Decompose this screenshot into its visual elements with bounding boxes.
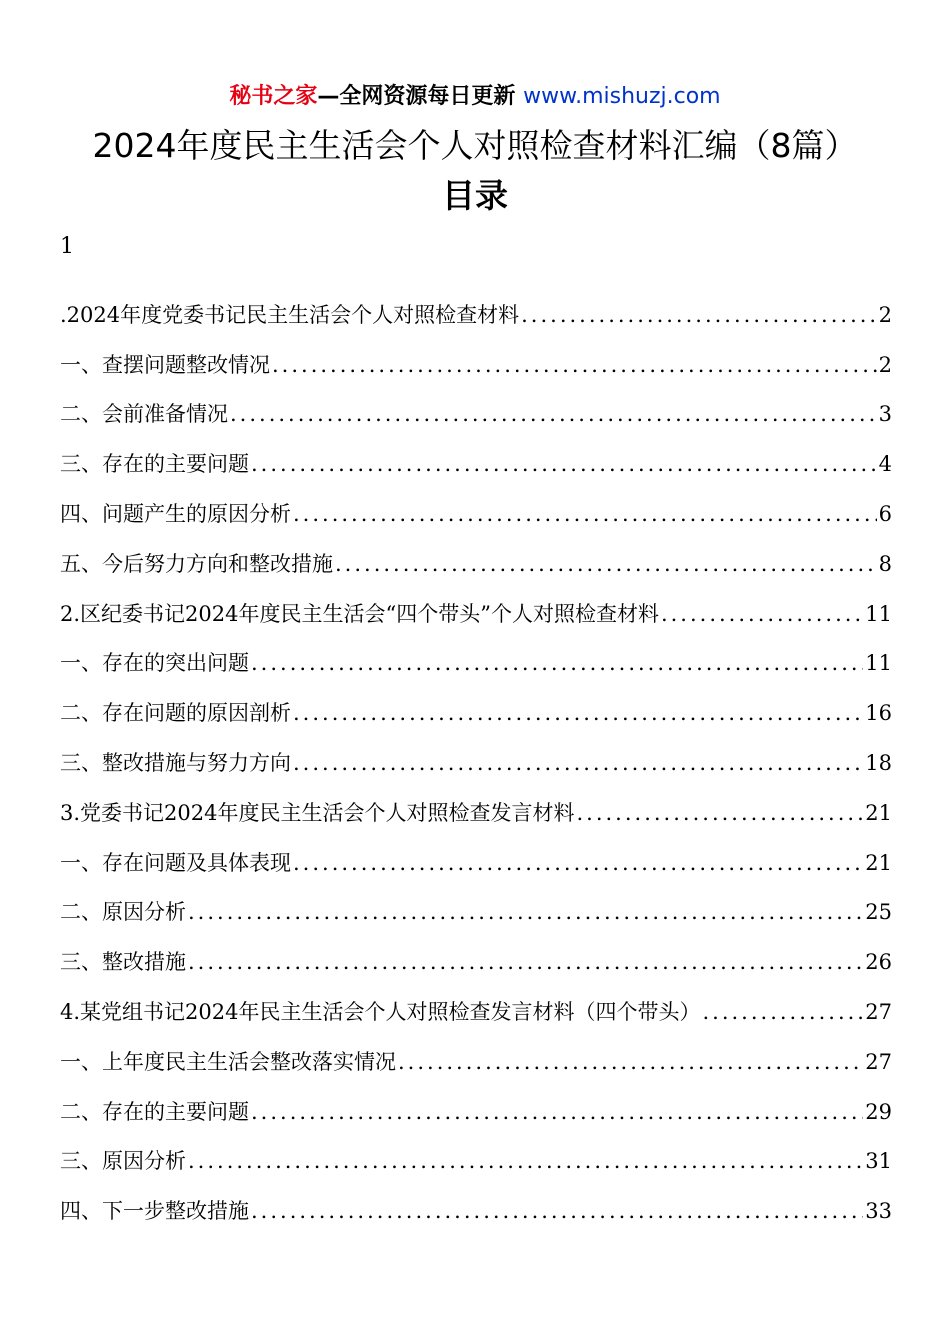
toc-entry-text: 三、原因分析 <box>60 1149 186 1174</box>
toc-entry[interactable] <box>60 1027 892 1077</box>
toc-entry-text: 二、会前准备情况 <box>60 402 228 427</box>
toc-entry-page: 33 <box>865 1199 892 1224</box>
toc-entry-page: 27 <box>865 999 892 1024</box>
brand-name: 秘书之家 <box>229 84 318 109</box>
document-title: 2024年度民主生活会个人对照检查材料汇编（8篇） <box>92 126 858 165</box>
toc-entry[interactable] <box>60 1176 892 1226</box>
toc-entry[interactable] <box>60 429 892 479</box>
toc-entry-page: 29 <box>865 1099 892 1124</box>
toc-entry-text: 一、上年度民主生活会整改落实情况 <box>60 1049 396 1074</box>
toc-dot-leader <box>251 648 863 678</box>
toc-entry-text: 4.某党组书记2024年民主生活会个人对照检查发言材料（四个带头） <box>60 999 701 1024</box>
toc-entry-text: 一、存在问题及具体表现 <box>60 850 291 875</box>
toc-dot-leader <box>293 748 863 778</box>
toc-entry-text: 四、下一步整改措施 <box>60 1199 249 1224</box>
toc-dot-leader <box>293 848 863 878</box>
toc-entry-text: 2.区纪委书记2024年度民主生活会“四个带头”个人对照检查材料 <box>60 601 659 626</box>
toc-entry-text: .2024年度党委书记民主生活会个人对照检查材料 <box>60 302 520 327</box>
toc-entry-page: 31 <box>865 1149 892 1174</box>
toc-entry-text: 一、查摆问题整改情况 <box>60 352 270 377</box>
toc-dot-leader <box>272 350 877 380</box>
banner-tagline: —全网资源每日更新 <box>317 84 516 109</box>
toc-entry[interactable] <box>60 380 892 430</box>
toc-dot-leader <box>188 947 863 977</box>
toc-entry-page: 3 <box>878 402 892 427</box>
toc-entry[interactable] <box>60 1077 892 1127</box>
toc-entry-page: 11 <box>865 601 892 626</box>
toc-entry[interactable] <box>60 977 892 1027</box>
site-url[interactable]: www.mishuzj.com <box>523 84 721 109</box>
toc-dot-leader <box>251 1196 863 1226</box>
toc-entry-page: 6 <box>878 501 892 526</box>
toc-entry[interactable] <box>60 629 892 679</box>
toc-dot-leader <box>293 499 877 529</box>
toc-entry[interactable] <box>60 579 892 629</box>
toc-entry-page: 21 <box>865 800 892 825</box>
toc-dot-leader <box>251 1097 863 1127</box>
toc-entry[interactable] <box>60 330 892 380</box>
toc-entry-page: 26 <box>865 950 892 975</box>
toc-entry[interactable] <box>60 927 892 977</box>
toc-entry-text: 二、原因分析 <box>60 900 186 925</box>
toc-dot-leader <box>188 897 863 927</box>
toc-entry-page: 2 <box>878 352 892 377</box>
toc-number: 1 <box>60 234 74 259</box>
toc-entry[interactable] <box>60 479 892 529</box>
toc-dot-leader <box>230 399 877 429</box>
toc-dot-leader <box>293 698 863 728</box>
site-banner <box>0 82 950 112</box>
toc-entry-text: 3.党委书记2024年度民主生活会个人对照检查发言材料 <box>60 800 575 825</box>
toc-entry[interactable] <box>60 828 892 878</box>
toc-entry-text: 三、存在的主要问题 <box>60 452 249 477</box>
toc-entry-text: 三、整改措施 <box>60 950 186 975</box>
toc-entry-text: 二、存在问题的原因剖析 <box>60 701 291 726</box>
toc-entry-page: 16 <box>865 701 892 726</box>
toc-entry-page: 2 <box>878 302 892 327</box>
toc-heading: 目录 <box>442 176 508 215</box>
toc-entry[interactable] <box>60 728 892 778</box>
toc-entry-page: 18 <box>865 750 892 775</box>
toc-entry[interactable] <box>60 878 892 928</box>
toc-entry[interactable] <box>60 529 892 579</box>
toc-entry-page: 11 <box>865 651 892 676</box>
toc-dot-leader <box>398 1047 863 1077</box>
toc-dot-leader <box>576 798 863 828</box>
toc-entry-text: 三、整改措施与努力方向 <box>60 750 291 775</box>
toc-entry-text: 四、问题产生的原因分析 <box>60 501 291 526</box>
toc-entry-page: 21 <box>865 850 892 875</box>
toc-entry[interactable] <box>60 280 892 330</box>
toc-dot-leader <box>188 1146 863 1176</box>
toc-dot-leader <box>521 300 877 330</box>
toc-dot-leader <box>702 997 863 1027</box>
toc-dot-leader <box>661 599 863 629</box>
toc-entry[interactable] <box>60 1127 892 1177</box>
toc-entry-page: 8 <box>878 551 892 576</box>
toc-dot-leader <box>251 449 877 479</box>
toc-entry-text: 五、今后努力方向和整改措施 <box>60 551 333 576</box>
toc-entry-text: 一、存在的突出问题 <box>60 651 249 676</box>
table-of-contents <box>60 280 892 1226</box>
toc-entry-page: 25 <box>865 900 892 925</box>
toc-entry[interactable] <box>60 778 892 828</box>
toc-entry[interactable] <box>60 678 892 728</box>
toc-entry-text: 二、存在的主要问题 <box>60 1099 249 1124</box>
toc-dot-leader <box>335 549 877 579</box>
toc-entry-page: 27 <box>865 1049 892 1074</box>
toc-entry-page: 4 <box>878 452 892 477</box>
